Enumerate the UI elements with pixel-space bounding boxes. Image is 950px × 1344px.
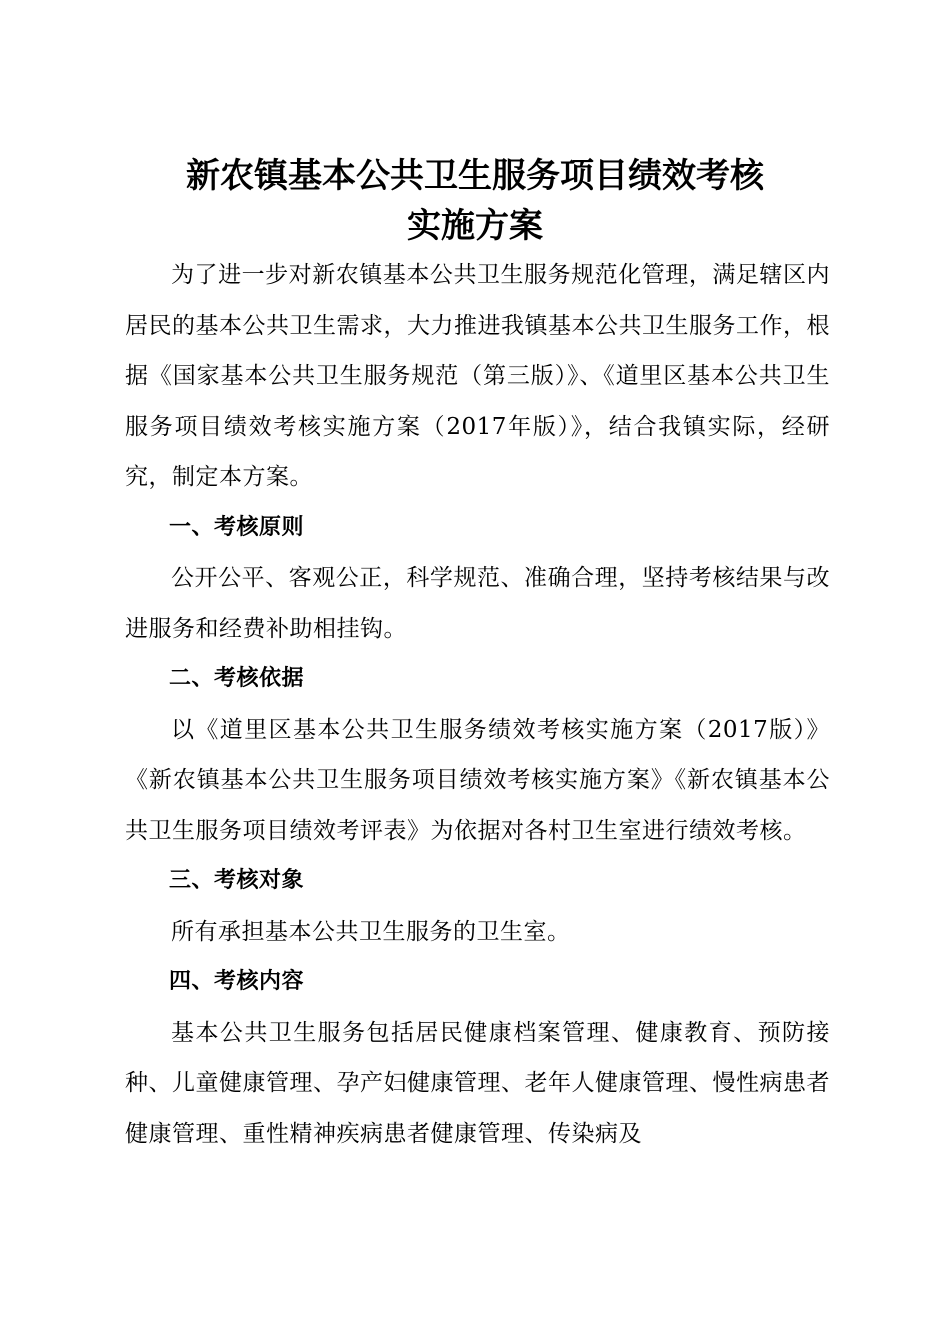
document-title-line-2: 实施方案: [407, 206, 543, 246]
section-body-content: 基本公共卫生服务包括居民健康档案管理、健康教育、预防接种、儿童健康管理、孕产妇健康管理、老年人健康管理、慢性病患者健康管理、重性精神疾病患者健康管理、传染病及: [125, 1019, 830, 1147]
section-body-principles: 公开公平、客观公正，科学规范、准确合理，坚持考核结果与改进服务和经费补助相挂钩。: [125, 565, 830, 642]
intro-paragraph: 为了进一步对新农镇基本公共卫生服务规范化管理，满足辖区内居民的基本公共卫生需求，大力推进我镇基本公共卫生服务工作，根据《国家基本公共卫生服务规范（第三版）》、《道里区基本公共卫生服务项目绩效考核实施方案（2017年版）》，结合我镇实际，经研究，制定本方案。: [125, 262, 830, 490]
section-body-basis: 以《道里区基本公共卫生服务绩效考核实施方案（2017版）》《新农镇基本公共卫生服务项目绩效考核实施方案》《新农镇基本公共卫生服务项目绩效考评表》为依据对各村卫生室进行绩效考核。: [125, 716, 830, 844]
section-body-targets: 所有承担基本公共卫生服务的卫生室。: [171, 918, 571, 945]
document-title-line-1: 新农镇基本公共卫生服务项目绩效考核: [186, 156, 764, 196]
section-heading-content: 四、考核内容: [169, 969, 305, 994]
section-heading-basis: 二、考核依据: [169, 666, 305, 691]
section-heading-targets: 三、考核对象: [169, 868, 305, 893]
document-body: [125, 250, 830, 1159]
section-heading-principles: 一、考核原则: [169, 514, 305, 540]
